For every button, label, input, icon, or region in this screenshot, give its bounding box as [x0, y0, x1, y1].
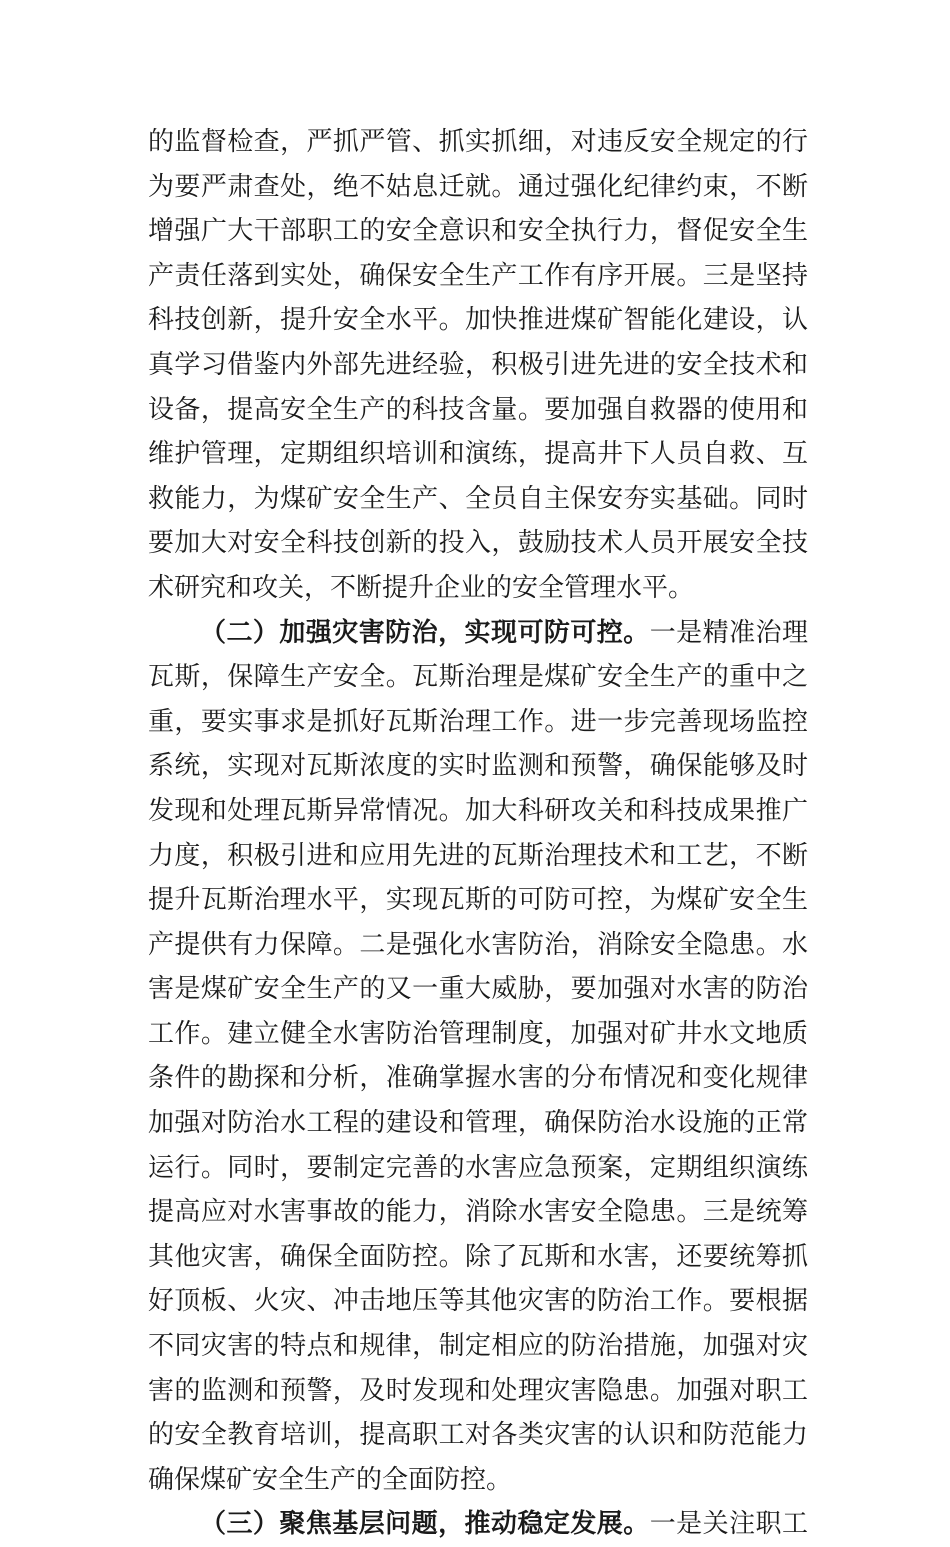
text-run: 一是精准治理: [649, 617, 808, 648]
text-line: 其他灾害，确保全面防控。除了瓦斯和水害，还要统筹抓: [148, 1241, 808, 1272]
text-line: 设备，提高安全生产的科技含量。要加强自救器的使用和: [148, 394, 808, 425]
text-line: 重，要实事求是抓好瓦斯治理工作。进一步完善现场监控: [148, 706, 808, 737]
text-line: 确保煤矿安全生产的全面防控。: [148, 1464, 513, 1495]
text-line: 害是煤矿安全生产的又一重大威胁，要加强对水害的防治: [148, 974, 808, 1005]
text-line: 不同灾害的特点和规律，制定相应的防治措施，加强对灾: [148, 1331, 808, 1362]
text-line: 害的监测和预警，及时发现和处理灾害隐患。加强对职工: [148, 1375, 808, 1406]
document-body: [148, 120, 808, 1547]
text-line: 的安全教育培训，提高职工对各类灾害的认识和防范能力: [148, 1420, 808, 1451]
text-line: 真学习借鉴内外部先进经验，积极引进先进的安全技术和: [148, 349, 808, 380]
text-line: 术研究和攻关，不断提升企业的安全管理水平。: [148, 572, 695, 603]
text-line: 提高应对水害事故的能力，消除水害安全隐患。三是统筹: [148, 1197, 808, 1228]
text-line: 科技创新，提升安全水平。加快推进煤矿智能化建设，认: [148, 305, 808, 336]
text-line: 发现和处理瓦斯异常情况。加大科研攻关和科技成果推广: [148, 795, 808, 826]
text-line: 运行。同时，要制定完善的水害应急预案，定期组织演练: [148, 1152, 808, 1183]
section-heading: （三）聚焦基层问题，推动稳定发展。: [200, 1509, 650, 1540]
text-line: 瓦斯，保障生产安全。瓦斯治理是煤矿安全生产的重中之: [148, 662, 808, 693]
text-line: 为要严肃查处，绝不姑息迁就。通过强化纪律约束，不断: [148, 171, 808, 202]
text-line: 力度，积极引进和应用先进的瓦斯治理技术和工艺，不断: [148, 840, 808, 871]
text-line: 提升瓦斯治理水平，实现瓦斯的可防可控，为煤矿安全生: [148, 885, 808, 916]
text-line: 增强广大干部职工的安全意识和安全执行力，督促安全生: [148, 216, 808, 247]
text-line: 救能力，为煤矿安全生产、全员自主保安夯实基础。同时: [148, 483, 808, 514]
text-line: 加强对防治水工程的建设和管理，确保防治水设施的正常: [148, 1108, 808, 1139]
text-line: 的监督检查，严抓严管、抓实抓细，对违反安全规定的行: [148, 127, 808, 157]
text-line: 要加大对安全科技创新的投入，鼓励技术人员开展安全技: [148, 528, 808, 559]
text-run: 一是关注职工: [649, 1509, 808, 1540]
section-heading: （二）加强灾害防治，实现可防可控。: [200, 617, 650, 648]
text-line: 产责任落到实处，确保安全生产工作有序开展。三是坚持: [148, 260, 808, 291]
text-line: 条件的勘探和分析，准确掌握水害的分布情况和变化规律: [148, 1063, 808, 1094]
text-line: 产提供有力保障。二是强化水害防治，消除安全隐患。水: [148, 929, 808, 960]
text-line: 维护管理，定期组织培训和演练，提高井下人员自救、互: [148, 439, 808, 470]
section-heading-line: [148, 611, 808, 656]
section-heading-line: [148, 1502, 808, 1547]
text-line: 系统，实现对瓦斯浓度的实时监测和预警，确保能够及时: [148, 751, 808, 782]
text-line: 工作。建立健全水害防治管理制度，加强对矿井水文地质: [148, 1018, 808, 1049]
text-line: 好顶板、火灾、冲击地压等其他灾害的防治工作。要根据: [148, 1286, 808, 1317]
